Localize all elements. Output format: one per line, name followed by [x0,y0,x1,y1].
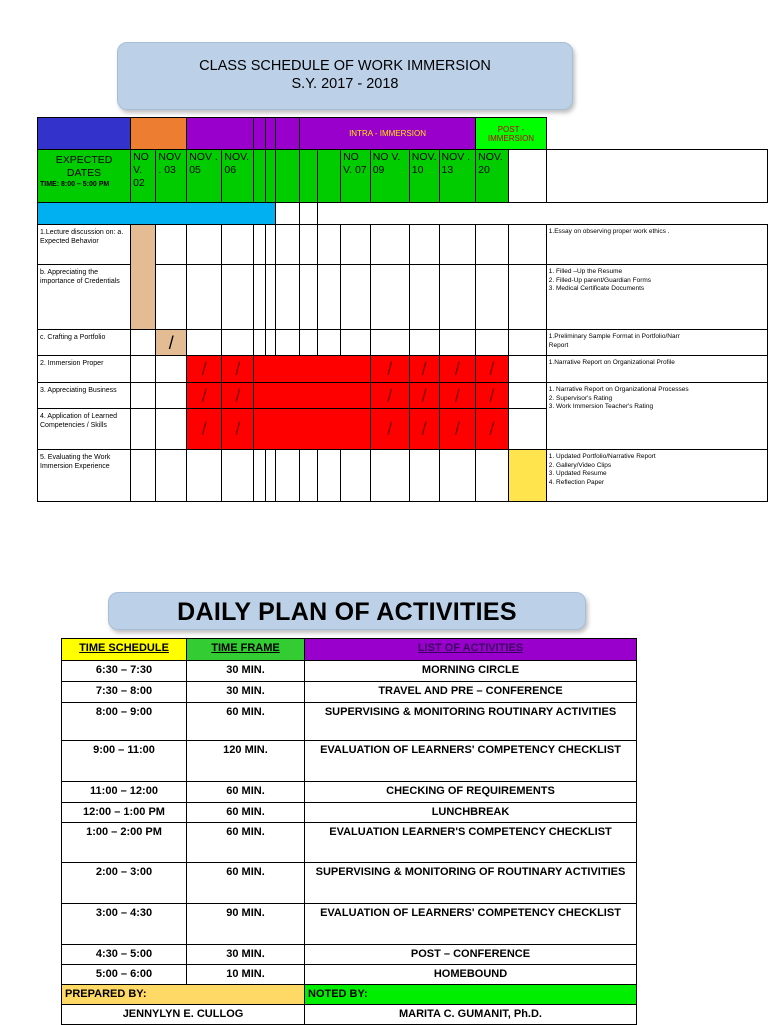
activity-output: 1.Narrative Report on Organizational Profile [546,356,767,383]
activity-output: 1. Narrative Report on Organizational Processes 2. Supervisor's Rating 3. Work Immersion Teacher's Rating [546,383,767,450]
activity-cell: SUPERVISING & MONITORING OF ROUTINARY ACTIVITIES [305,863,637,904]
activity-cell: EVALUATION OF LEARNERS' COMPETENCY CHECKLIST [305,741,637,782]
date-cell: NO V. 09 [370,150,409,203]
activity-label: c. Crafting a Portfolio [38,330,131,356]
time-cell: 4:30 – 5:00 [62,945,187,965]
section-bar [38,203,276,225]
daily-plan-title: DAILY PLAN OF ACTIVITIES [177,598,517,626]
expected-dates-label: EXPECTED DATES TIME: 8:00 – 5:00 PM [38,150,131,203]
activity-output: 1.Essay on observing proper work ethics . [546,225,767,265]
activity-output: 1.Preliminary Sample Format in Portfolio/Narr Report [546,330,767,356]
header-color-cell [265,118,275,150]
prepared-by-label: PREPARED BY: [62,985,305,1005]
duration-cell: 60 MIN. [187,782,305,803]
header-list-of-activities: LIST OF ACTIVITIES [305,639,637,661]
date-cell: NOV . 03 [156,150,187,203]
time-cell: 7:30 – 8:00 [62,682,187,703]
schedule-title-banner [117,42,573,110]
duration-cell: 120 MIN. [187,741,305,782]
header-color-cell [276,118,300,150]
duration-cell: 60 MIN. [187,803,305,823]
activity-label: 5. Evaluating the Work Immersion Experience [38,450,131,502]
header-color-cell [38,118,131,150]
post-immersion-header: POST - IMMERSION [476,118,547,150]
activity-output: 1. Updated Portfolio/Narrative Report 2. Gallery/Video Clips 3. Updated Resume 4. Reflection Paper [546,450,767,502]
date-cell: NOV. 10 [409,150,439,203]
duration-cell: 30 MIN. [187,661,305,682]
activity-cell: POST – CONFERENCE [305,945,637,965]
activity-label: 2. Immersion Proper [38,356,131,383]
time-cell: 12:00 – 1:00 PM [62,803,187,823]
activity-cell: EVALUATION LEARNER'S COMPETENCY CHECKLIST [305,823,637,863]
activity-cell: TRAVEL AND PRE – CONFERENCE [305,682,637,703]
date-cell: NOV . 05 [187,150,222,203]
duration-cell: 90 MIN. [187,904,305,945]
time-cell: 2:00 – 3:00 [62,863,187,904]
activity-cell: SUPERVISING & MONITORING ROUTINARY ACTIVITIES [305,703,637,741]
activity-label: 1.Lecture discussion on: a. Expected Behavior [38,225,131,265]
daily-plan-title-banner [108,592,586,630]
duration-cell: 60 MIN. [187,823,305,863]
activity-output: 1. Filled –Up the Resume 2. Filled-Up parent/Guardian Forms 3. Medical Certificate Documents [546,265,767,330]
checkmark-slash: / [156,330,187,356]
header-color-cell [254,118,266,150]
school-year: S.Y. 2017 - 2018 [291,76,399,92]
time-cell: 6:30 – 7:30 [62,661,187,682]
time-cell: 11:00 – 12:00 [62,782,187,803]
date-cell: NOV. 20 [476,150,508,203]
activity-cell: LUNCHBREAK [305,803,637,823]
activity-label: 4. Application of Learned Competencies / Skills [38,409,131,450]
highlight-cell [508,450,546,502]
immersion-schedule-table: INTRA - IMMERSION POST - IMMERSION EXPECTED DATES TIME: 8:00 – 5:00 PM NO V. 02 NOV . 03 NOV . 05 NOV. 06 NO V. 07 NO V. 09 NOV. 10 NOV . 13 NOV. 20 1.Lecture discussion on: a. Expected Behavior 1.Essay on observing proper work ethics . b. Appreciating the importance of Credentials 1. Filled –Up the Resume 2. Filled-Up parent/Guardian Forms 3. Medical Certificate Documents c. Crafting a Portfolio / 1.Preliminary Sample Format in Portfolio/Narr Report 2. Immersion Proper / / / / / / 1.Narrative Report on Organizational Profile 3. Appreciating Business / / / / / / 1. Narrative Report on Organizational Processes 2. Supervisor's Rating 3. Work Immersion Teacher's Rating 4. Application of Learned Competencies / Skills / / / / / / 5. Evaluating the Work Immersion Experience 1. Updated Portfolio/Narrative Report 2. Gallery/Video Clips 3. Updated Resume 4. Reflection Paper [37,117,768,502]
activity-cell: MORNING CIRCLE [305,661,637,682]
activity-label: b. Appreciating the importance of Credentials [38,265,131,330]
header-time-schedule: TIME SCHEDULE [62,639,187,661]
duration-cell: 60 MIN. [187,703,305,741]
activity-cell: HOMEBOUND [305,965,637,985]
duration-cell: 60 MIN. [187,863,305,904]
time-cell: 3:00 – 4:30 [62,904,187,945]
time-cell: 8:00 – 9:00 [62,703,187,741]
activity-cell: CHECKING OF REQUIREMENTS [305,782,637,803]
activity-cell: EVALUATION OF LEARNERS' COMPETENCY CHECKLIST [305,904,637,945]
duration-cell: 30 MIN. [187,682,305,703]
header-time-frame: TIME FRAME [187,639,305,661]
duration-cell: 30 MIN. [187,945,305,965]
daily-plan-table [61,638,637,1025]
time-cell: 1:00 – 2:00 PM [62,823,187,863]
date-cell: NOV . 13 [439,150,476,203]
time-cell: 9:00 – 11:00 [62,741,187,782]
noted-by-label: NOTED BY: [305,985,637,1005]
prepared-by-name: JENNYLYN E. CULLOG [62,1005,305,1025]
schedule-title: CLASS SCHEDULE OF WORK IMMERSION [199,58,491,74]
date-cell: NOV. 06 [222,150,254,203]
header-color-cell [131,118,187,150]
header-color-cell [187,118,254,150]
date-cell: NO V. 07 [341,150,371,203]
activity-label: 3. Appreciating Business [38,383,131,409]
date-cell: NO V. 02 [131,150,156,203]
time-cell: 5:00 – 6:00 [62,965,187,985]
intra-immersion-header: INTRA - IMMERSION [299,118,475,150]
duration-cell: 10 MIN. [187,965,305,985]
noted-by-name: MARITA C. GUMANIT, Ph.D. [305,1005,637,1025]
time-label: TIME: 8:00 – 5:00 PM [40,181,110,188]
